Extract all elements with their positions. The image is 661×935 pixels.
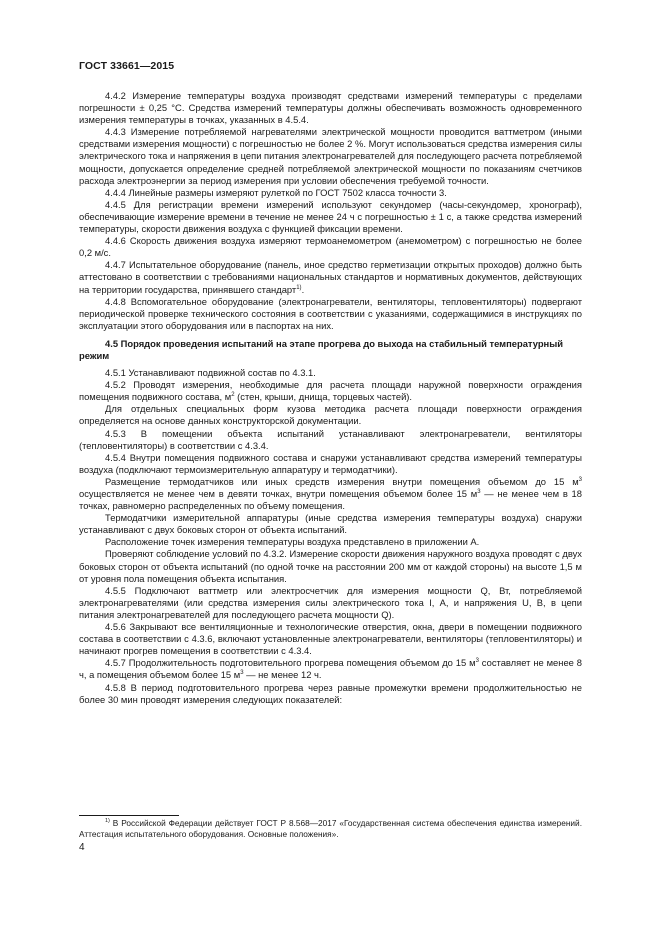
paragraph-air-speed-check: Проверяют соблюдение условий по 4.3.2. Измерение скорости движения наружного воздуха проводят с двух боковых сторон от объекта испытаний (по одной точке на расстоянии 200 мм от каждой стороны) на высоте 1,5 м от уровня пола помещения объекта испытания.	[79, 548, 582, 584]
paragraph-4-4-6: 4.4.6 Скорость движения воздуха измеряют термоанемометром (анемометром) с погрешностью не более 0,2 м/с.	[79, 235, 582, 259]
text-segment: — не менее чем в 18 точках, равномерно распределенных по объему помещения.	[79, 488, 582, 512]
footnote-divider	[79, 815, 179, 816]
paragraph-4-5-1: 4.5.1 Устанавливают подвижной состав по 4.3.1.	[105, 367, 316, 379]
paragraph-4-4-7	[79, 259, 582, 295]
paragraph-4-5-3: 4.5.3 В помещении объекта испытаний устанавливают электронагреватели, вентиляторы (тепловентиляторы) в соответствии с 4.3.4.	[79, 427, 582, 451]
superscript: 2	[231, 392, 235, 399]
paragraph-4-5-5: 4.5.5 Подключают ваттметр или электросчетчик для измерения мощности Q, Вт, потребляемой электронагревателями (или средства измерения силы электрического тока I, А, и напряжения U, В, в цепи питания электронагревателей для последующего расчета мощности Q).	[79, 584, 582, 620]
footnote	[79, 818, 582, 840]
paragraph-4-4-5: 4.4.5 Для регистрации времени измерений используют секундомер (часы-секундомер, хронограф), обеспечивающие измерение времени в течение не менее 24 ч с погрешностью ± 1 с, а также средства измерений температуры, скорости движения воздуха с функцией фиксации времени.	[79, 198, 582, 235]
footnote-ref: 1)	[296, 284, 302, 291]
paragraph-4-5-2-text: 4.5.2 Проводят измерения, необходимые для расчета площади наружной поверхности ограждения помещения подвижного состава, м	[79, 379, 582, 403]
paragraph-sensor-placement	[79, 476, 582, 512]
paragraph-4-5-8: 4.5.8 В период подготовительного прогрева через равные промежутки времени продолжительностью не более 30 мин проводят измерения следующих показателей:	[79, 681, 582, 705]
paragraph-4-5-2	[79, 379, 582, 403]
paragraph-4-5-7	[79, 657, 582, 681]
paragraph-4-5-4: 4.5.4 Внутри помещения подвижного состава и снаружи устанавливают средства измерений температуры воздуха (подключают термоизмерительную аппаратуру и термодатчики).	[79, 451, 582, 475]
text-segment: составляет не менее 8 ч, а помещения объемом более 15 м	[79, 657, 582, 681]
footnote-marker: 1)	[105, 818, 110, 825]
paragraph-4-4-7-text: 4.4.7 Испытательное оборудование (панель, иное средство герметизации открытых проходов) должно быть аттестовано в соответствии с требованиями национальных стандартов и нормативных документов, действующих на территории государства, принявшего стандарт	[79, 259, 582, 295]
page-number: 4	[79, 842, 85, 853]
text-segment: осуществляется не менее чем в девяти точках, внутри помещения объемом более 15 м	[79, 488, 478, 499]
paragraph-outside-sensors: Термодатчики измерительной аппаратуры (иные средства измерения температуры воздуха) снаружи устанавливают с двух боковых сторон от объекта испытаний.	[79, 512, 582, 536]
paragraph-4-4-4: 4.4.4 Линейные размеры измеряют рулеткой по ГОСТ 7502 класса точности 3.	[105, 186, 447, 198]
document-body	[79, 90, 582, 706]
text-segment: 4.5.7 Продолжительность подготовительного прогрева помещения объемом до 15 м	[105, 657, 476, 669]
paragraph-4-5-6: 4.5.6 Закрывают все вентиляционные и технологические отверстия, окна, двери в помещении подвижного состава в соответствии с 4.3.6, включают установленные электронагреватели, вентиляторы (тепловентиляторы) и начинают прогрев помещения в соответствии с 4.3.4.	[79, 621, 582, 657]
paragraph-appendix-ref: Расположение точек измерения температуры воздуха представлено в приложении А.	[105, 536, 480, 548]
section-heading-4-5: 4.5 Порядок проведения испытаний на этапе прогрева до выхода на стабильный температурный режим	[79, 337, 563, 361]
paragraph-body-shapes: Для отдельных специальных форм кузова методика расчета площади поверхности ограждения определяется на основе данных конструкторской документации.	[79, 403, 582, 427]
superscript: 3	[475, 658, 479, 665]
paragraph-4-4-7-end: .	[301, 283, 305, 295]
superscript: 3	[578, 476, 582, 483]
paragraph-4-4-8: 4.4.8 Вспомогательное оборудование (электронагреватели, вентиляторы, тепловентиляторы) подвергают периодической проверке технического состояния в соответствии с указаниями, содержащимися в инструкциях по эксплуатации этого оборудования или в паспортах на них.	[79, 295, 582, 331]
paragraph-4-4-3: 4.4.3 Измерение потребляемой нагревателями электрической мощности проводится ваттметром (иными средствами измерения мощности) с погрешностью не более 2 %. Могут использоваться средства измерения силы электрического тока и напряжения в цепи питания электронагревателей для последующего расчета потребляемой мощности, допускается определение средней потребляемой электрической мощности по показаниям счетчиков расхода электроэнергии за период измерения при условии обеспечения требуемой точности.	[79, 126, 583, 186]
footnote-text: В Российской Федерации действует ГОСТ Р 8.568—2017 «Государственная система обеспечения единства измерений. Аттестация испытательного оборудования. Основные положения».	[79, 818, 582, 839]
paragraph-4-4-2: 4.4.2 Измерение температуры воздуха производят средствами измерений температуры с пределами погрешности ± 0,25 °С. Средства измерений температуры должны обеспечивать возможность одновременного измерения температуры в точках, указанных в 4.5.4.	[79, 90, 582, 126]
superscript: 3	[240, 670, 244, 677]
document-header: ГОСТ 33661—2015	[79, 60, 175, 72]
paragraph-4-5-2-end: (стен, крыши, днища, торцевых частей).	[234, 391, 413, 403]
text-segment: Размещение термодатчиков или иных средств измерения внутри помещения объемом до 15 м	[105, 475, 579, 487]
text-segment: — не менее 12 ч.	[243, 669, 322, 681]
superscript: 3	[477, 488, 481, 495]
